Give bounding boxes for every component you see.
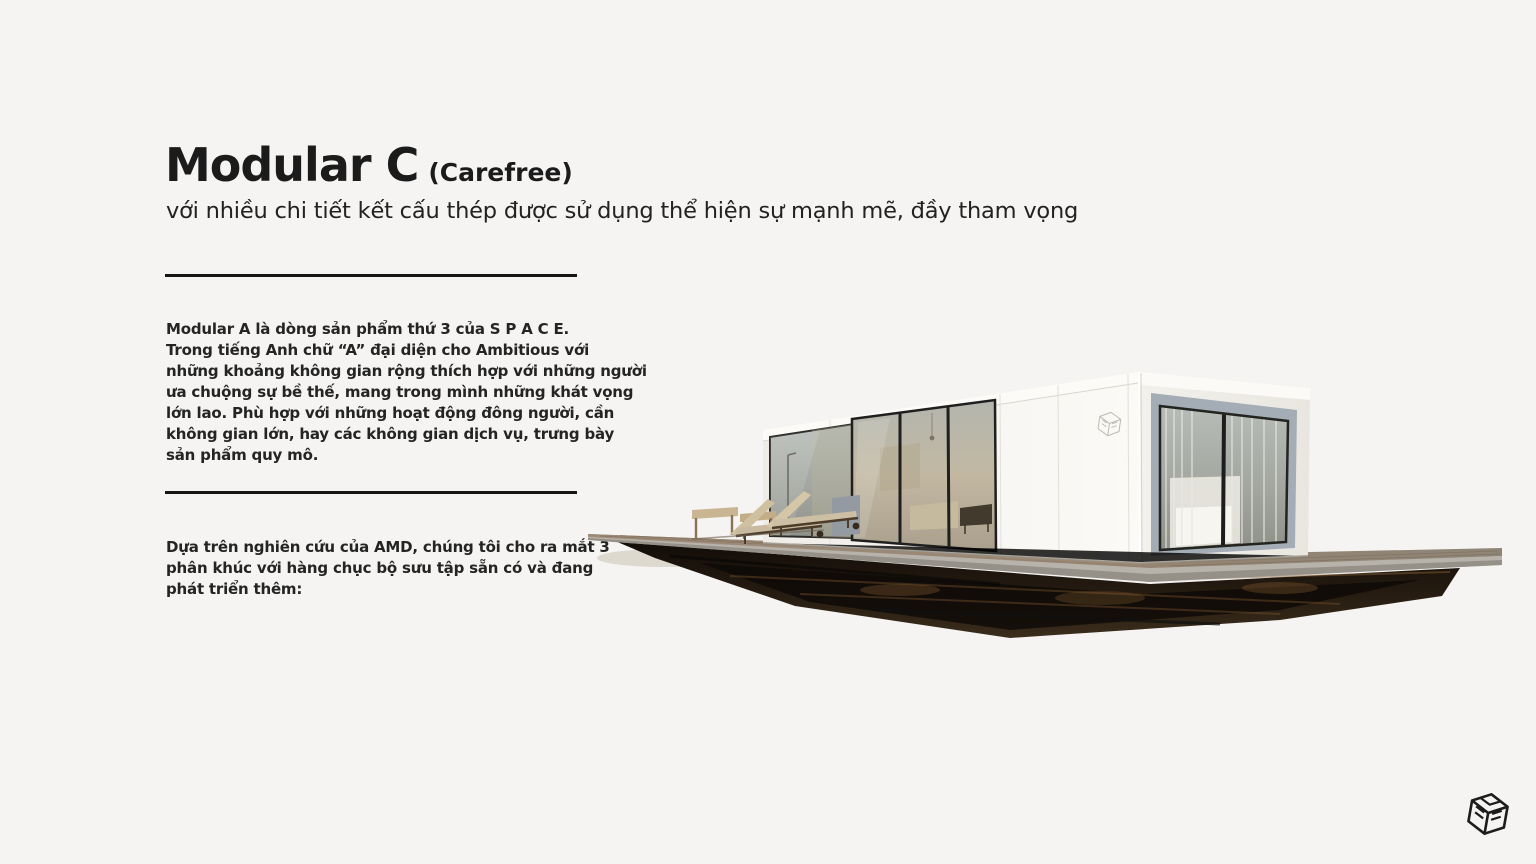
- paragraph-line: Modular A là dòng sản phẩm thứ 3 của S P A C E.: [166, 320, 570, 338]
- paragraph-line: sản phẩm quy mô.: [166, 446, 319, 464]
- house-render-illustration: [580, 358, 1536, 648]
- title-suffix-text: (Carefree): [428, 158, 573, 187]
- page-title: [165, 138, 573, 192]
- paragraph-line: Dựa trên nghiên cứu của AMD, chúng tôi cho ra mắt 3: [166, 538, 610, 556]
- brand-cube-logo-icon: [1466, 790, 1510, 838]
- paragraph-line: ưa chuộng sự bề thế, mang trong mình những khát vọng: [166, 383, 634, 401]
- paragraph-line: lớn lao. Phù hợp với những hoạt động đông người, cần: [166, 404, 615, 422]
- paragraph-line: phân khúc với hàng chục bộ sưu tập sẵn có và đang: [166, 559, 594, 577]
- paragraph-line: phát triển thêm:: [166, 580, 303, 598]
- subtitle-text: với nhiều chi tiết kết cấu thép được sử dụng thể hiện sự mạnh mẽ, đầy tham vọng: [166, 198, 1079, 224]
- house-render-svg: [580, 358, 1536, 648]
- divider-line-top: [165, 274, 577, 277]
- side-glass-door: [1160, 406, 1288, 550]
- paragraph-line: Trong tiếng Anh chữ “A” đại diện cho Ambitious với: [166, 341, 590, 359]
- body-paragraph-1: [166, 319, 647, 466]
- paragraph-line: không gian lớn, hay các không gian dịch vụ, trưng bày: [166, 425, 615, 443]
- body-paragraph-2: [166, 537, 610, 600]
- divider-line-bottom: [165, 491, 577, 494]
- title-text: Modular C: [165, 138, 419, 192]
- paragraph-line: những khoảng không gian rộng thích hợp với những người: [166, 362, 647, 380]
- center-glass-doors: [852, 400, 996, 551]
